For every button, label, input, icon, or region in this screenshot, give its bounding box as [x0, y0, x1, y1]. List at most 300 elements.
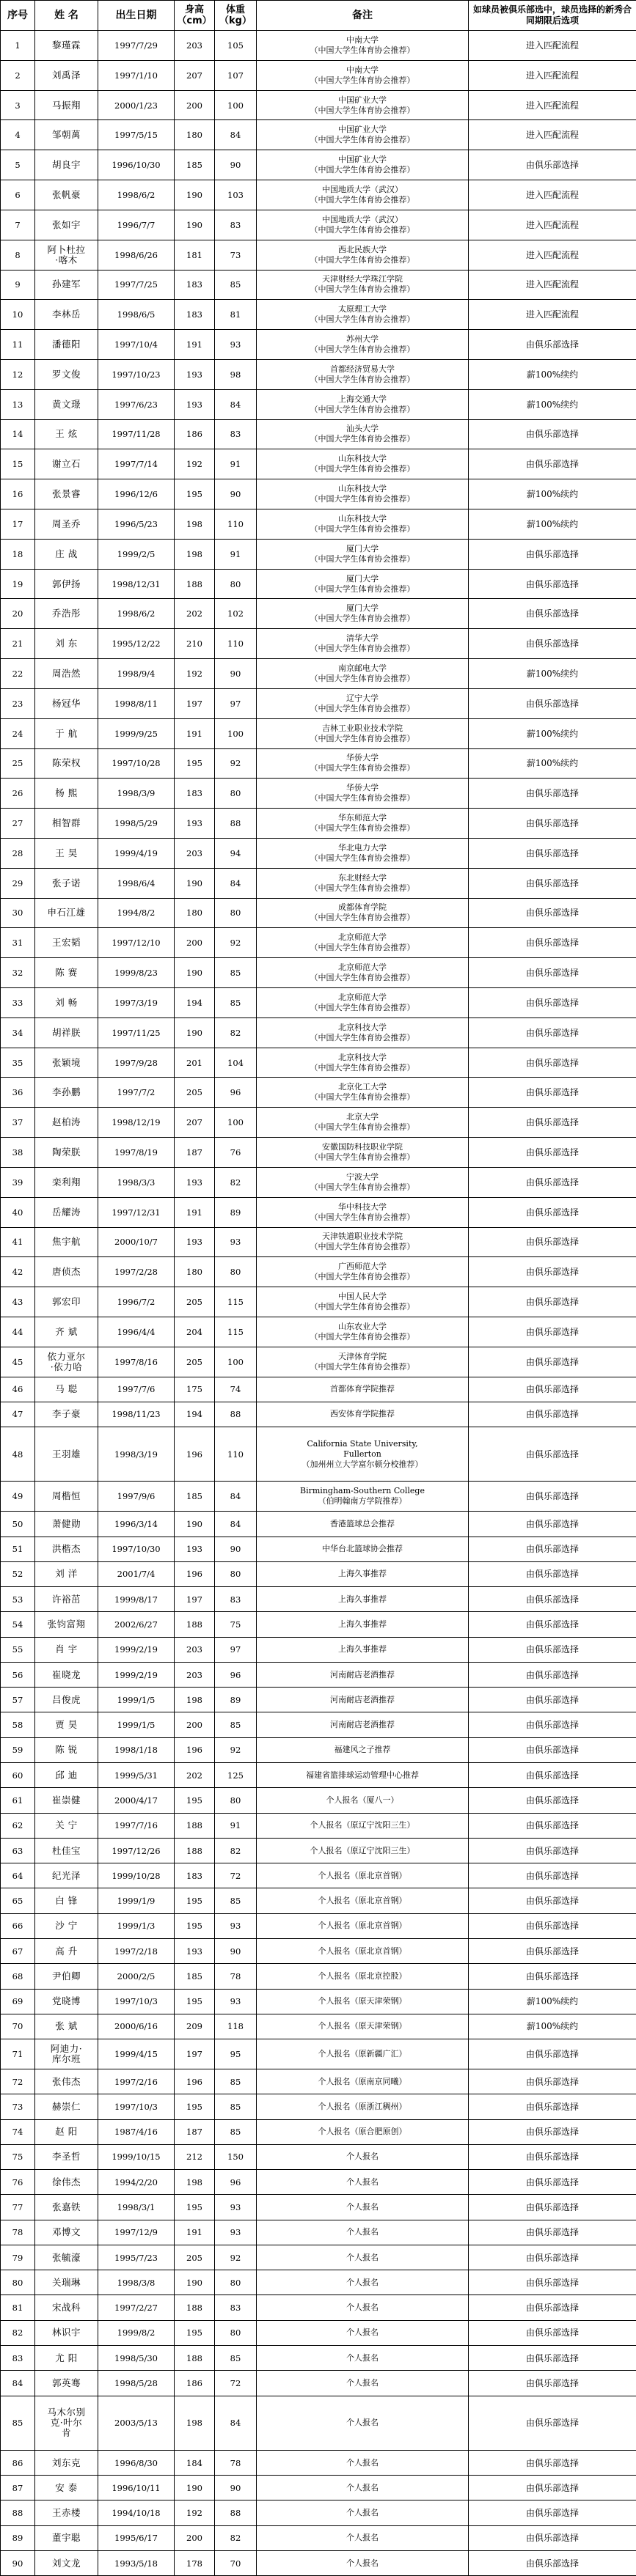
cell-dob: 1998/3/3 — [98, 1167, 175, 1197]
table-row — [1, 1788, 636, 1813]
cell-note — [257, 359, 469, 389]
header-row — [1, 1, 636, 31]
cell-note-line: 中华台北篮球协会推荐 — [258, 1544, 467, 1554]
cell-option: 由俱乐部选择 — [469, 1788, 636, 1813]
cell-weight: 90 — [215, 2476, 257, 2500]
table-row — [1, 2014, 636, 2039]
cell-height: 212 — [175, 2144, 215, 2169]
cell-no: 86 — [1, 2450, 35, 2475]
cell-note-line: 个人报名 — [258, 2558, 467, 2569]
cell-height: 196 — [175, 1737, 215, 1762]
cell-option: 由俱乐部选择 — [469, 779, 636, 809]
cell-no: 59 — [1, 1737, 35, 1762]
cell-option: 由俱乐部选择 — [469, 1813, 636, 1838]
table-row — [1, 1227, 636, 1257]
cell-dob: 1998/6/4 — [98, 868, 175, 898]
cell-note-line: （中国大学生体育协会推荐） — [258, 76, 467, 86]
cell-weight: 100 — [215, 1347, 257, 1377]
cell-name: 李孙鹏 — [35, 1078, 98, 1108]
cell-dob: 1998/6/5 — [98, 300, 175, 330]
cell-height: 195 — [175, 479, 215, 509]
table-row — [1, 718, 636, 748]
cell-height: 204 — [175, 1317, 215, 1347]
cell-weight: 72 — [215, 1863, 257, 1888]
cell-height: 203 — [175, 838, 215, 868]
cell-option: 进入匹配流程 — [469, 31, 636, 61]
cell-note-line: （中国大学生体育协会推荐） — [258, 554, 467, 564]
cell-note-line: 山东农业大学 — [258, 1322, 467, 1332]
cell-note-line: 个人报名（原天津荣钢） — [258, 1996, 467, 2006]
cell-name: 肖 宇 — [35, 1637, 98, 1662]
cell-no: 55 — [1, 1637, 35, 1662]
cell-note-line: 个人报名（原南京同曦） — [258, 2077, 467, 2087]
cell-weight: 72 — [215, 2371, 257, 2396]
cell-note — [257, 31, 469, 61]
cell-height: 207 — [175, 1108, 215, 1138]
cell-note-line: 中南大学 — [258, 35, 467, 45]
cell-note — [257, 1347, 469, 1377]
cell-option: 薪100%续约 — [469, 479, 636, 509]
cell-weight: 80 — [215, 779, 257, 809]
cell-dob: 1997/8/19 — [98, 1138, 175, 1168]
table-row — [1, 838, 636, 868]
cell-weight: 96 — [215, 2170, 257, 2195]
cell-note-line: 天津财经大学珠江学院 — [258, 274, 467, 284]
cell-no: 67 — [1, 1939, 35, 1964]
cell-dob: 1999/2/19 — [98, 1637, 175, 1662]
cell-height: 207 — [175, 60, 215, 90]
cell-no: 7 — [1, 210, 35, 240]
cell-note-line: （中国大学生体育协会推荐） — [258, 943, 467, 953]
cell-name: 王宏韬 — [35, 928, 98, 958]
cell-weight: 74 — [215, 1377, 257, 1402]
cell-name: 谢立石 — [35, 449, 98, 479]
cell-dob: 2000/1/23 — [98, 90, 175, 120]
cell-note — [257, 389, 469, 419]
cell-note-line: （中国大学生体育协会推荐） — [258, 135, 467, 145]
cell-note-line: （中国大学生体育协会推荐） — [258, 734, 467, 744]
cell-name: 刘禹泽 — [35, 60, 98, 90]
cell-height: 188 — [175, 1612, 215, 1637]
cell-note — [257, 838, 469, 868]
cell-option: 由俱乐部选择 — [469, 1888, 636, 1913]
cell-name: 张伟杰 — [35, 2069, 98, 2094]
cell-name: 相智群 — [35, 809, 98, 839]
cell-note-line: （中国大学生体育协会推荐） — [258, 375, 467, 385]
cell-weight: 75 — [215, 1612, 257, 1637]
cell-dob: 1998/12/31 — [98, 569, 175, 599]
cell-name: 岳耀涛 — [35, 1197, 98, 1227]
cell-option: 由俱乐部选择 — [469, 2295, 636, 2320]
table-row — [1, 1737, 636, 1762]
cell-option: 由俱乐部选择 — [469, 1048, 636, 1078]
cell-option: 由俱乐部选择 — [469, 449, 636, 479]
cell-name: 乔浩彤 — [35, 599, 98, 629]
cell-note — [257, 2094, 469, 2119]
cell-weight: 115 — [215, 1317, 257, 1347]
cell-weight: 80 — [215, 2270, 257, 2295]
cell-weight: 103 — [215, 180, 257, 210]
cell-no: 10 — [1, 300, 35, 330]
cell-dob: 1997/12/26 — [98, 1838, 175, 1863]
cell-weight: 84 — [215, 389, 257, 419]
cell-option: 进入匹配流程 — [469, 240, 636, 270]
cell-height: 188 — [175, 2346, 215, 2371]
cell-no: 49 — [1, 1482, 35, 1512]
cell-height: 180 — [175, 1257, 215, 1287]
cell-option: 由俱乐部选择 — [469, 2551, 636, 2576]
cell-note-line: Fullerton — [258, 1449, 467, 1460]
cell-weight: 83 — [215, 210, 257, 240]
cell-no: 11 — [1, 330, 35, 360]
cell-dob: 1997/11/25 — [98, 1017, 175, 1048]
cell-no: 77 — [1, 2195, 35, 2220]
cell-option: 由俱乐部选择 — [469, 1317, 636, 1347]
cell-note-line: 天津体育学院 — [258, 1352, 467, 1362]
cell-dob: 1997/6/23 — [98, 389, 175, 419]
cell-option: 由俱乐部选择 — [469, 1688, 636, 1712]
cell-weight: 98 — [215, 359, 257, 389]
cell-weight: 84 — [215, 2396, 257, 2450]
cell-note — [257, 509, 469, 540]
cell-no: 71 — [1, 2039, 35, 2069]
cell-height: 190 — [175, 958, 215, 988]
table-row — [1, 779, 636, 809]
cell-dob: 1998/1/18 — [98, 1737, 175, 1762]
cell-no: 50 — [1, 1512, 35, 1537]
cell-no: 5 — [1, 150, 35, 180]
cell-dob: 1997/10/30 — [98, 1537, 175, 1561]
cell-no: 62 — [1, 1813, 35, 1838]
cell-name: 党晓博 — [35, 1989, 98, 2014]
cell-note — [257, 2144, 469, 2169]
table-row — [1, 629, 636, 659]
cell-weight: 90 — [215, 479, 257, 509]
cell-option: 由俱乐部选择 — [469, 1078, 636, 1108]
cell-weight: 76 — [215, 1138, 257, 1168]
cell-note — [257, 60, 469, 90]
cell-note-line: 个人报名 — [258, 2152, 467, 2162]
cell-option: 进入匹配流程 — [469, 300, 636, 330]
cell-height: 201 — [175, 1048, 215, 1078]
cell-name: 王 炫 — [35, 419, 98, 449]
cell-note-line: 华侨大学 — [258, 783, 467, 793]
cell-note-line: （中国大学生体育协会推荐） — [258, 1182, 467, 1193]
cell-name: 徐伟杰 — [35, 2170, 98, 2195]
cell-name: 潘德阳 — [35, 330, 98, 360]
cell-note-line: 太原理工大学 — [258, 304, 467, 314]
cell-weight: 110 — [215, 509, 257, 540]
cell-note-line: （中国大学生体育协会推荐） — [258, 345, 467, 355]
cell-note-line: 个人报名 — [258, 2483, 467, 2493]
cell-note-line: （中国大学生体育协会推荐） — [258, 1033, 467, 1043]
cell-note-line: 北京科技大学 — [258, 1053, 467, 1063]
table-row — [1, 1939, 636, 1964]
cell-note-line: 个人报名（厦八一） — [258, 1795, 467, 1806]
cell-name: 董宇聪 — [35, 2525, 98, 2550]
table-row — [1, 988, 636, 1018]
cell-no: 54 — [1, 1612, 35, 1637]
cell-weight: 110 — [215, 1427, 257, 1482]
cell-name: 陈 锐 — [35, 1737, 98, 1762]
table-row — [1, 1688, 636, 1712]
cell-note-line: 西北民族大学 — [258, 245, 467, 255]
cell-dob: 1998/3/8 — [98, 2270, 175, 2295]
cell-height: 205 — [175, 1287, 215, 1317]
header-note: 备注 — [257, 1, 469, 31]
cell-note-line: 个人报名（原辽宁沈阳三生） — [258, 1820, 467, 1830]
cell-note — [257, 419, 469, 449]
cell-dob: 1997/5/15 — [98, 120, 175, 150]
cell-note — [257, 1227, 469, 1257]
cell-height: 194 — [175, 988, 215, 1018]
cell-note-line: 个人报名 — [258, 2202, 467, 2212]
cell-name: 王 昊 — [35, 838, 98, 868]
cell-option: 由俱乐部选择 — [469, 1561, 636, 1586]
cell-note — [257, 1989, 469, 2014]
cell-height: 198 — [175, 539, 215, 569]
cell-option: 由俱乐部选择 — [469, 1712, 636, 1737]
cell-no: 84 — [1, 2371, 35, 2396]
cell-height: 198 — [175, 509, 215, 540]
cell-dob: 1999/1/9 — [98, 1888, 175, 1913]
cell-option: 由俱乐部选择 — [469, 569, 636, 599]
table-row — [1, 2295, 636, 2320]
cell-no: 58 — [1, 1712, 35, 1737]
cell-weight: 90 — [215, 1537, 257, 1561]
cell-note — [257, 2525, 469, 2550]
cell-no: 64 — [1, 1863, 35, 1888]
table-row — [1, 2500, 636, 2525]
cell-option: 由俱乐部选择 — [469, 2094, 636, 2119]
cell-note-line: （中国大学生体育协会推荐） — [258, 763, 467, 773]
cell-height: 188 — [175, 1813, 215, 1838]
table-row — [1, 1587, 636, 1612]
cell-height: 198 — [175, 2170, 215, 2195]
cell-option: 由俱乐部选择 — [469, 1427, 636, 1482]
cell-weight: 97 — [215, 688, 257, 718]
cell-height: 185 — [175, 150, 215, 180]
cell-dob: 2002/6/27 — [98, 1612, 175, 1637]
cell-name-line: 肯 — [37, 2428, 96, 2438]
header-option: 如球员被俱乐部选中，球员选择的新秀合同期限后选项 — [469, 1, 636, 31]
cell-note — [257, 1257, 469, 1287]
table-row — [1, 2144, 636, 2169]
cell-name-line: ·依力哈 — [37, 1362, 96, 1372]
cell-name: 张子诺 — [35, 868, 98, 898]
cell-weight: 89 — [215, 1197, 257, 1227]
cell-height: 195 — [175, 2195, 215, 2220]
cell-height: 202 — [175, 599, 215, 629]
cell-height: 184 — [175, 2450, 215, 2475]
cell-no: 47 — [1, 1402, 35, 1427]
cell-name: 郭伊扬 — [35, 569, 98, 599]
cell-note-line: （中国大学生体育协会推荐） — [258, 973, 467, 983]
cell-option: 由俱乐部选择 — [469, 1138, 636, 1168]
cell-name: 邹朝萬 — [35, 120, 98, 150]
cell-option: 由俱乐部选择 — [469, 419, 636, 449]
cell-note-line: 上海久事推荐 — [258, 1619, 467, 1630]
cell-note — [257, 240, 469, 270]
table-row — [1, 2476, 636, 2500]
cell-name: 杨冠华 — [35, 688, 98, 718]
cell-note-line: （中国大学生体育协会推荐） — [258, 1152, 467, 1163]
cell-note-line: （中国大学生体育协会推荐） — [258, 195, 467, 205]
cell-weight: 89 — [215, 1688, 257, 1712]
table-row — [1, 868, 636, 898]
cell-note-line: 厦门大学 — [258, 574, 467, 584]
cell-weight: 107 — [215, 60, 257, 90]
cell-weight: 85 — [215, 1712, 257, 1737]
cell-no: 61 — [1, 1788, 35, 1813]
cell-weight: 80 — [215, 2320, 257, 2345]
table-row — [1, 1167, 636, 1197]
cell-weight: 93 — [215, 2195, 257, 2220]
cell-option: 由俱乐部选择 — [469, 2069, 636, 2094]
table-row — [1, 2094, 636, 2119]
cell-option: 进入匹配流程 — [469, 180, 636, 210]
cell-note — [257, 1317, 469, 1347]
cell-name: 尹伯卿 — [35, 1964, 98, 1989]
cell-dob: 1997/9/28 — [98, 1048, 175, 1078]
cell-option: 由俱乐部选择 — [469, 2320, 636, 2345]
cell-note-line: 北京师范大学 — [258, 993, 467, 1003]
cell-note — [257, 449, 469, 479]
cell-note-line: 个人报名 — [258, 2253, 467, 2263]
cell-dob: 1999/8/23 — [98, 958, 175, 988]
table-row — [1, 240, 636, 270]
cell-name: 许裕茁 — [35, 1587, 98, 1612]
table-row — [1, 1763, 636, 1788]
table-row — [1, 1964, 636, 1989]
cell-weight: 93 — [215, 330, 257, 360]
table-row — [1, 210, 636, 240]
cell-weight: 80 — [215, 1257, 257, 1287]
cell-no: 83 — [1, 2346, 35, 2371]
cell-option: 进入匹配流程 — [469, 90, 636, 120]
cell-dob: 1996/10/11 — [98, 2476, 175, 2500]
cell-note-line: 清华大学 — [258, 633, 467, 644]
cell-height: 183 — [175, 270, 215, 300]
cell-dob: 1997/7/2 — [98, 1078, 175, 1108]
cell-note-line: 南京邮电大学 — [258, 663, 467, 674]
cell-option: 由俱乐部选择 — [469, 1017, 636, 1048]
cell-option: 由俱乐部选择 — [469, 2220, 636, 2245]
cell-option: 由俱乐部选择 — [469, 330, 636, 360]
cell-weight: 92 — [215, 748, 257, 779]
cell-weight: 105 — [215, 31, 257, 61]
cell-note-line: （中国大学生体育协会推荐） — [258, 883, 467, 894]
cell-height: 190 — [175, 2476, 215, 2500]
cell-weight: 92 — [215, 2245, 257, 2270]
cell-height: 195 — [175, 2320, 215, 2345]
cell-note-line: （中国大学生体育协会推荐） — [258, 1332, 467, 1342]
cell-note-line: 汕头大学 — [258, 424, 467, 434]
cell-option: 由俱乐部选择 — [469, 898, 636, 928]
cell-name — [35, 2396, 98, 2450]
cell-no: 27 — [1, 809, 35, 839]
cell-note — [257, 1939, 469, 1964]
cell-note-line: 个人报名（原浙江稠州） — [258, 2102, 467, 2112]
cell-dob: 1997/2/16 — [98, 2069, 175, 2094]
table-row — [1, 1913, 636, 1938]
cell-height: 198 — [175, 1688, 215, 1712]
cell-option: 由俱乐部选择 — [469, 1167, 636, 1197]
cell-no: 15 — [1, 449, 35, 479]
table-row — [1, 2396, 636, 2450]
cell-option: 由俱乐部选择 — [469, 1197, 636, 1227]
cell-dob: 1997/2/27 — [98, 2295, 175, 2320]
cell-no: 38 — [1, 1138, 35, 1168]
cell-note-line: （中国大学生体育协会推荐） — [258, 674, 467, 684]
cell-note-line: 个人报名（原新疆广汇） — [258, 2049, 467, 2059]
cell-name: 齐 斌 — [35, 1317, 98, 1347]
cell-option: 由俱乐部选择 — [469, 629, 636, 659]
cell-option: 由俱乐部选择 — [469, 2144, 636, 2169]
cell-note-line: （中国大学生体育协会推荐） — [258, 1003, 467, 1013]
table-row — [1, 300, 636, 330]
cell-note-line: 个人报名（原北京首钢） — [258, 1871, 467, 1881]
cell-name: 刘 洋 — [35, 1561, 98, 1586]
cell-note-line: 中国矿业大学 — [258, 95, 467, 106]
cell-note-line: 西安体育学院推荐 — [258, 1409, 467, 1419]
cell-note — [257, 1512, 469, 1537]
cell-height: 183 — [175, 1863, 215, 1888]
cell-name: 赵 阳 — [35, 2119, 98, 2144]
cell-note — [257, 2295, 469, 2320]
cell-note — [257, 569, 469, 599]
cell-height: 190 — [175, 1512, 215, 1537]
cell-name: 郭英骞 — [35, 2371, 98, 2396]
cell-no: 23 — [1, 688, 35, 718]
cell-note-line: （中国大学生体育协会推荐） — [258, 1122, 467, 1133]
cell-height: 191 — [175, 2220, 215, 2245]
cell-note — [257, 2119, 469, 2144]
cell-note — [257, 1612, 469, 1637]
cell-weight: 97 — [215, 1637, 257, 1662]
cell-height: 205 — [175, 1078, 215, 1108]
cell-height: 200 — [175, 90, 215, 120]
table-row — [1, 150, 636, 180]
cell-dob: 1997/7/25 — [98, 270, 175, 300]
cell-dob: 1999/10/28 — [98, 1863, 175, 1888]
cell-dob: 1997/1/10 — [98, 60, 175, 90]
cell-height: 191 — [175, 1197, 215, 1227]
cell-note-line: （中国大学生体育协会推荐） — [258, 1302, 467, 1312]
cell-note — [257, 150, 469, 180]
cell-height: 175 — [175, 1377, 215, 1402]
cell-note-line: （中国大学生体育协会推荐） — [258, 1362, 467, 1372]
cell-dob: 1999/10/15 — [98, 2144, 175, 2169]
cell-no: 19 — [1, 569, 35, 599]
cell-weight: 100 — [215, 1108, 257, 1138]
cell-note — [257, 270, 469, 300]
cell-note-line: （中国大学生体育协会推荐） — [258, 913, 467, 923]
cell-weight: 80 — [215, 569, 257, 599]
cell-dob: 1999/1/5 — [98, 1712, 175, 1737]
cell-dob: 1999/2/19 — [98, 1662, 175, 1687]
cell-note — [257, 1964, 469, 1989]
cell-note-line: 个人报名（原北京首钢） — [258, 1946, 467, 1957]
cell-note — [257, 1763, 469, 1788]
cell-dob: 1999/8/2 — [98, 2320, 175, 2345]
cell-note — [257, 1108, 469, 1138]
cell-no: 40 — [1, 1197, 35, 1227]
cell-weight: 96 — [215, 1078, 257, 1108]
cell-name: 白 锋 — [35, 1888, 98, 1913]
cell-option: 由俱乐部选择 — [469, 2476, 636, 2500]
cell-dob: 1998/12/19 — [98, 1108, 175, 1138]
